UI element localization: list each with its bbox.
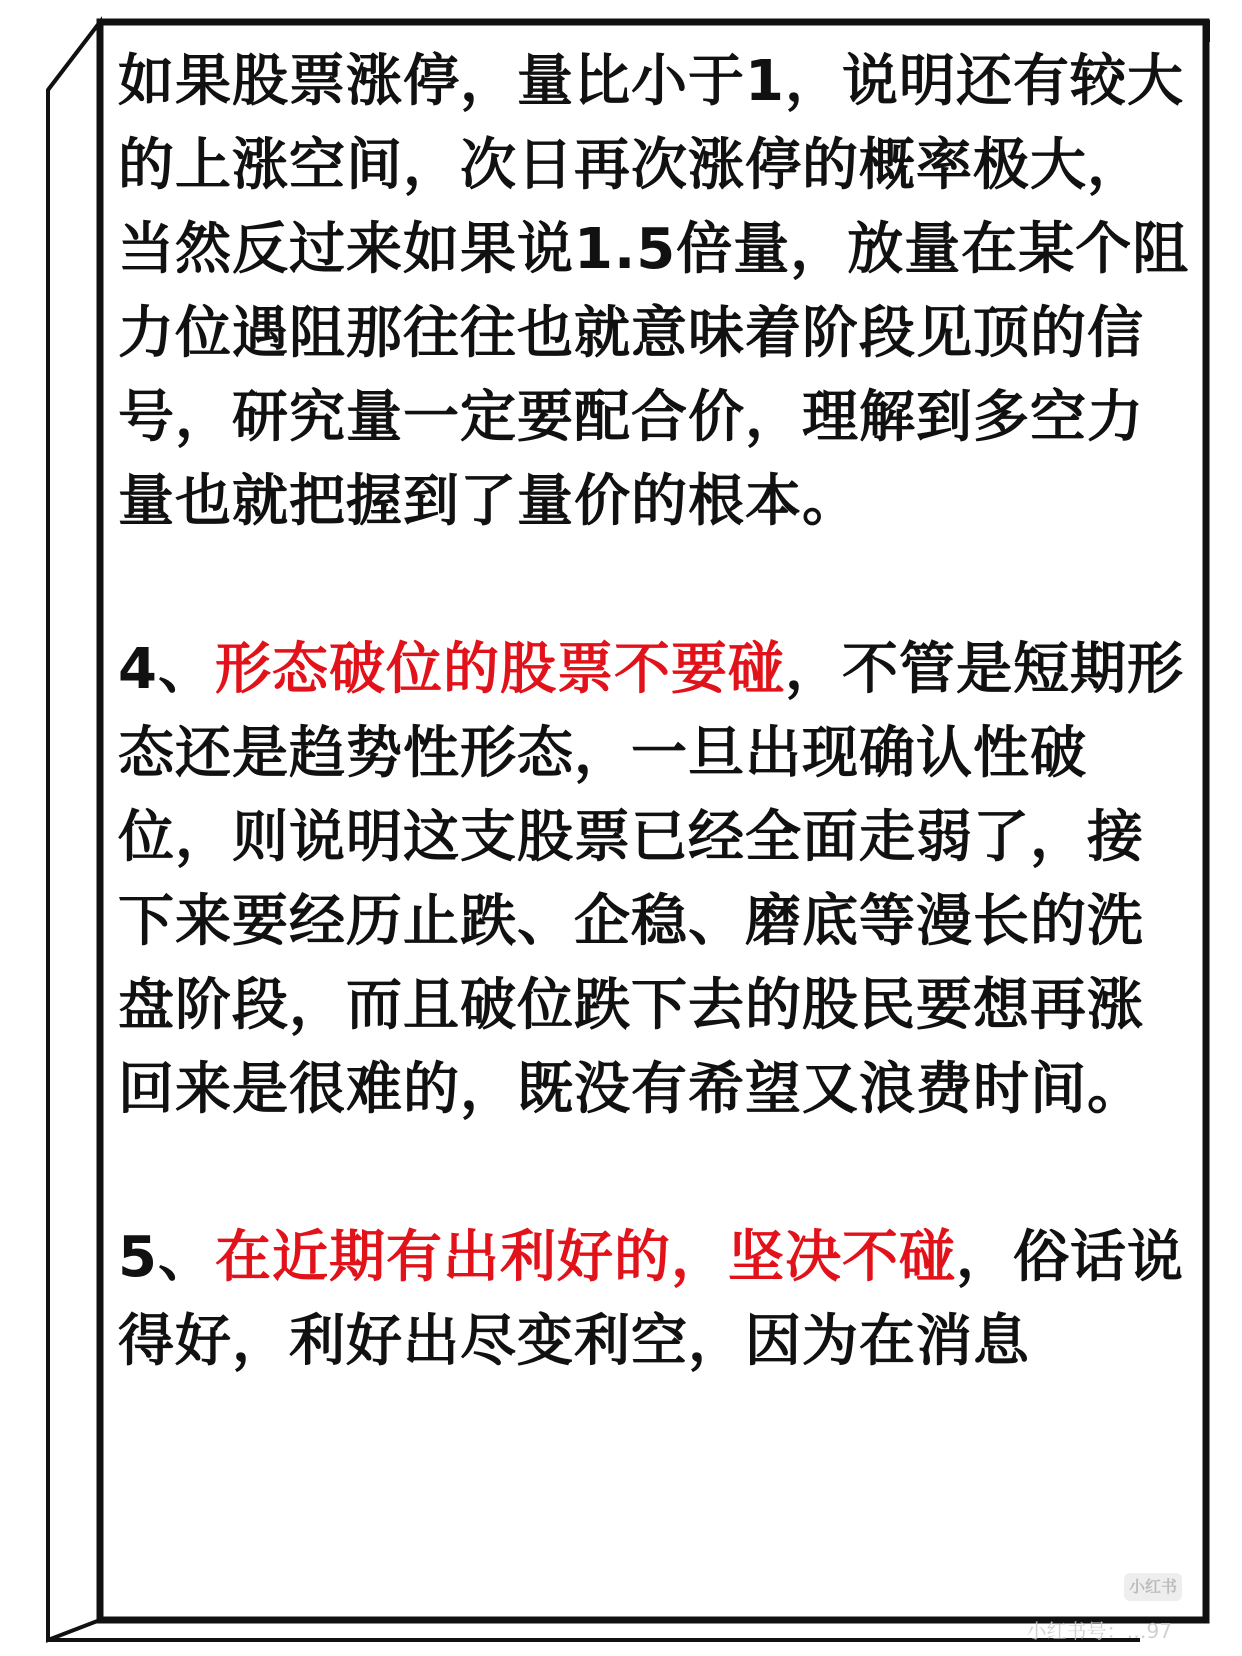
paragraph-3-text: 如果股票涨停，量比小于1，说明还有较大的上涨空间，次日再次涨停的概率极大，当然反过来如果说1.5倍量，放量在某个阻力位遇阻那往往也就意味着阶段见顶的信号，研究量一定要配合价，理解到多空力量也就把握到了量价的根本。	[118, 49, 1190, 534]
item-5-text: ，俗话说得好，利好出尽变利空，因为在消息	[118, 1225, 1184, 1374]
frame-bevel-left	[48, 22, 100, 1640]
item-4-number: 4、	[118, 637, 215, 702]
paragraph-4	[118, 628, 1198, 1132]
item-5-number: 5、	[118, 1225, 215, 1290]
paragraph-5	[118, 1216, 1198, 1384]
item-4-text: ，不管是短期形态还是趋势性形态，一旦出现确认性破位，则说明这支股票已经全面走弱了，接下来要经历止跌、企稳、磨底等漫长的洗盘阶段，而且破位跌下去的股民要想再涨回来是很难的，既没有希望又浪费时间。	[118, 637, 1184, 1122]
paragraph-gap	[118, 1132, 1198, 1216]
item-4-highlight: 形态破位的股票不要碰	[214, 637, 785, 702]
watermark-text: 小红书号：…97	[1026, 1619, 1172, 1643]
paragraph-3	[118, 40, 1198, 544]
paragraph-gap	[118, 544, 1198, 628]
watermark-logo: 小红书	[1124, 1573, 1182, 1601]
item-5-highlight: 在近期有出利好的，坚决不碰	[214, 1225, 956, 1290]
article-body	[118, 40, 1198, 1384]
